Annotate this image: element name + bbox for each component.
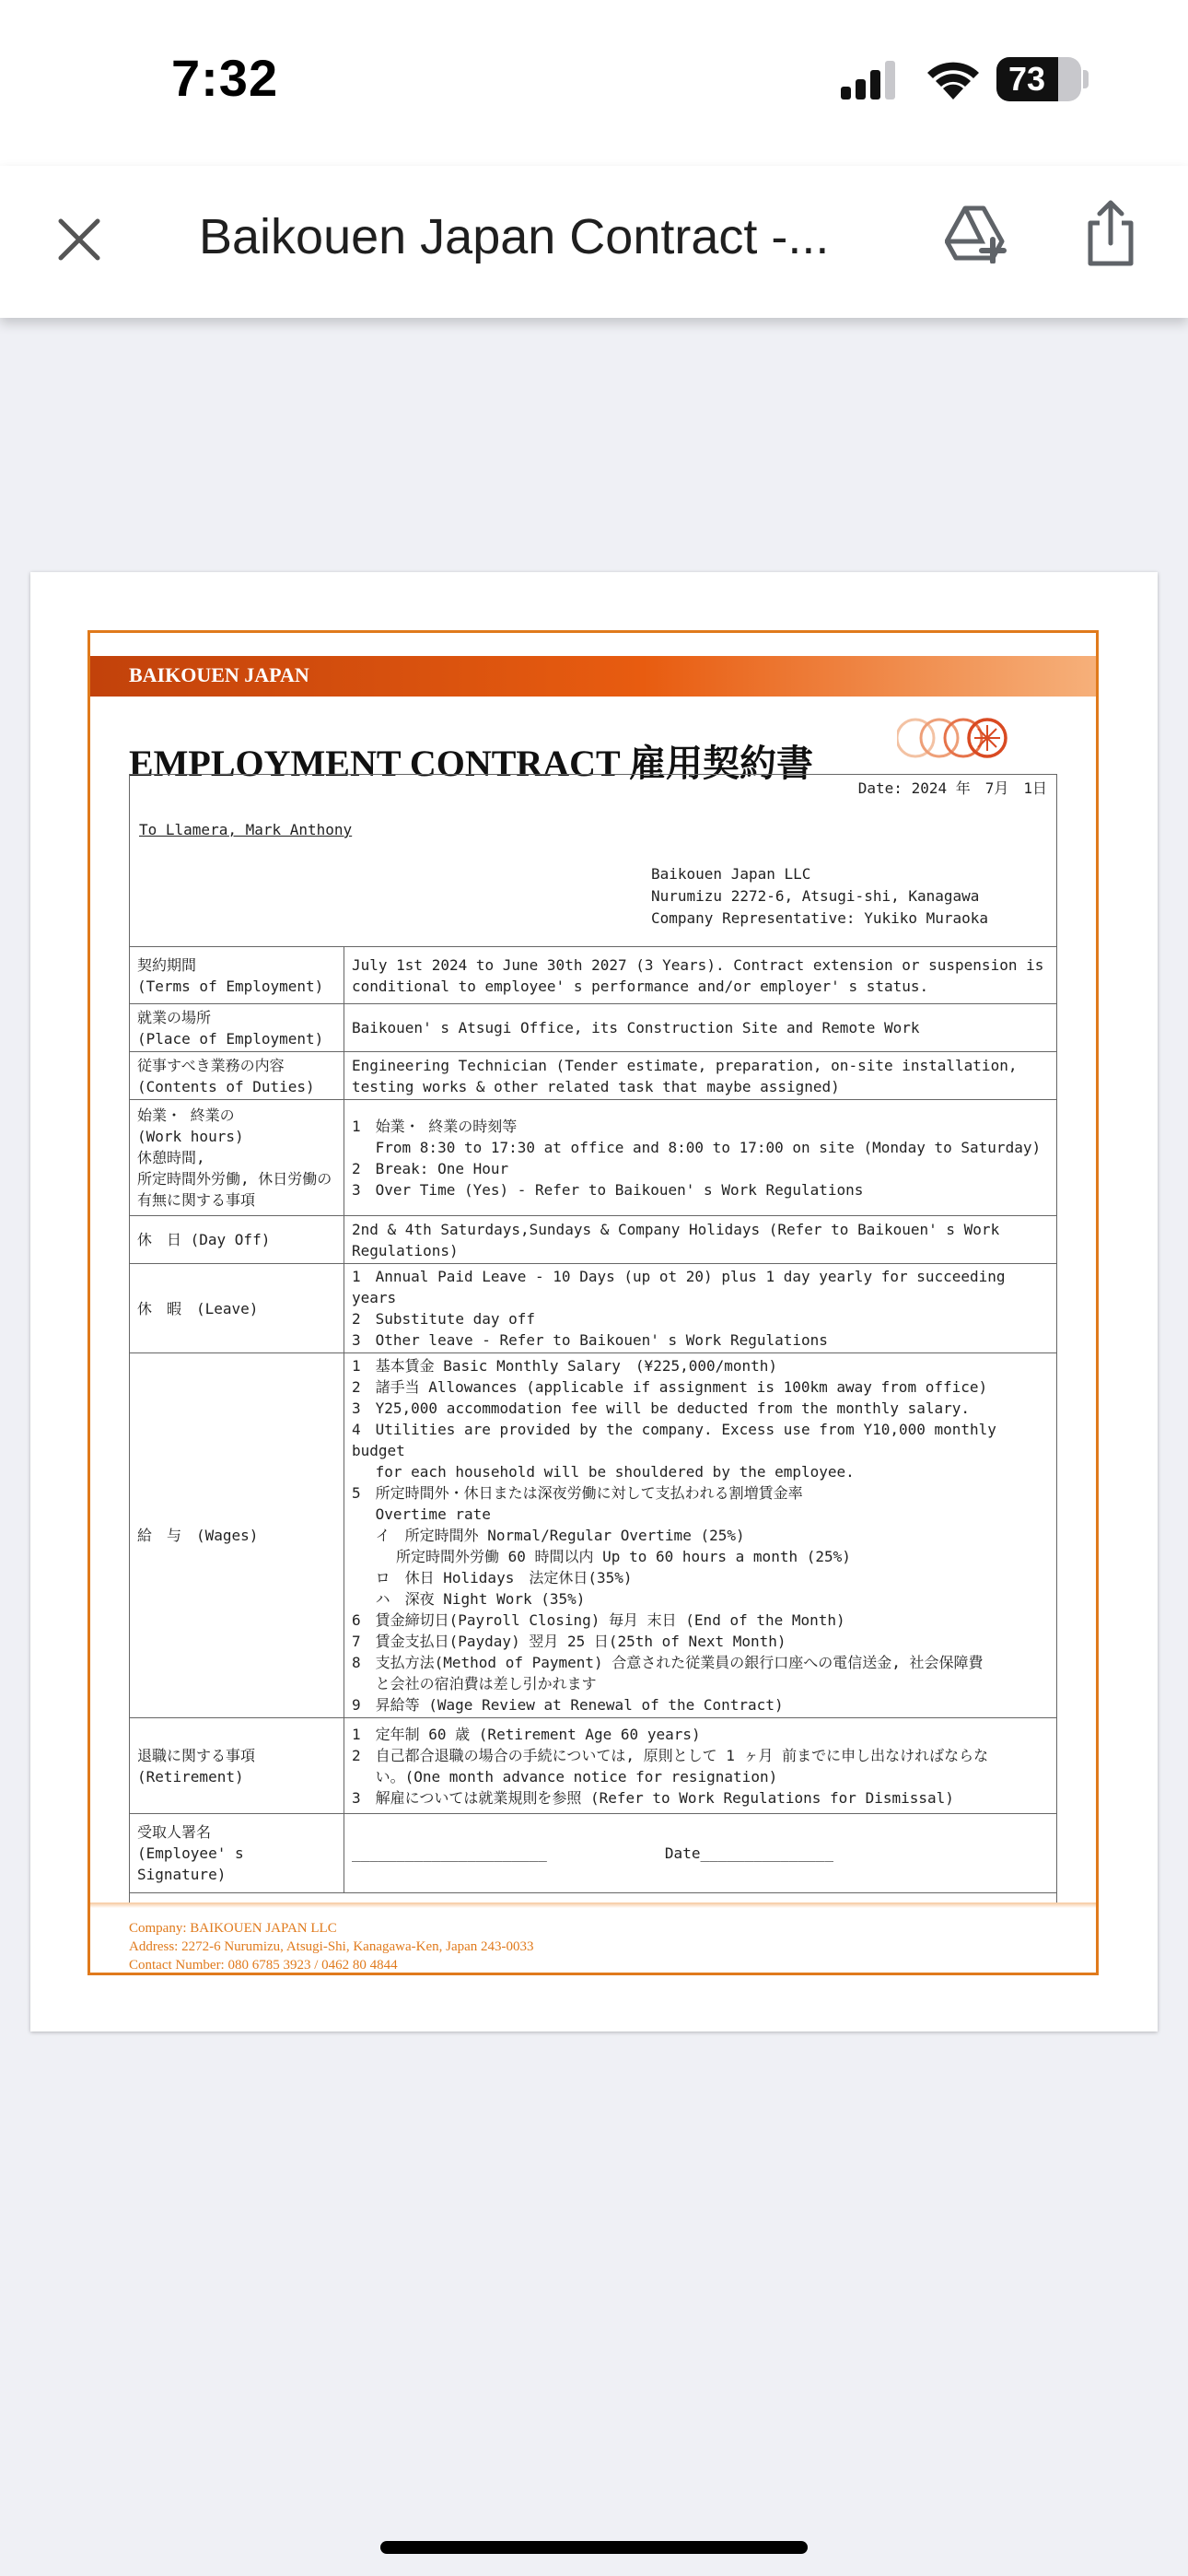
row-label-line: 受取人署名 [137, 1823, 212, 1841]
contract-body [129, 774, 1057, 1904]
company-footer [129, 1919, 534, 1974]
row-content-line: 2nd & 4th Saturdays,Sundays & Company Holidays (Refer to Baikouen' s Work Regulations) [352, 1220, 1000, 1259]
terms-row [130, 947, 1057, 1004]
row-label [130, 1004, 344, 1052]
row-content-line: 6 賃金締切日(Payroll Closing) 毎月 末日 (End of the Month) [352, 1611, 845, 1629]
close-icon[interactable] [53, 214, 105, 265]
status-bar [0, 0, 1188, 166]
terms-row [130, 1718, 1057, 1814]
row-content-line: ______________________ Date_______________ [352, 1844, 833, 1862]
row-content-line: 所定時間外労働 60 時間以内 Up to 60 hours a month (25%) [352, 1548, 851, 1565]
row-content [344, 1100, 1057, 1216]
row-content-line: ハ 深夜 Night Work (35%) [352, 1590, 586, 1608]
terms-row [130, 1216, 1057, 1264]
row-content [344, 1004, 1057, 1052]
company-line: Nurumizu 2272-6, Atsugi-shi, Kanagawa [651, 887, 980, 905]
footer-divider [90, 1903, 1096, 1908]
wifi-icon [925, 57, 982, 100]
battery-percentage: 73 [1007, 60, 1046, 98]
row-label-line: (Terms of Employment) [137, 977, 324, 995]
row-label-line: (Employee' s Signature) [137, 1844, 244, 1883]
row-content-line: イ 所定時間外 Normal/Regular Overtime (25%) [352, 1527, 745, 1544]
row-label [130, 1353, 344, 1718]
row-content-line: 2 Substitute day off [352, 1310, 536, 1328]
terms-row [130, 1814, 1057, 1893]
row-label [130, 1718, 344, 1814]
row-content-line: 1 Annual Paid Leave - 10 Days (up ot 20) plus 1 day yearly for succeeding years [352, 1268, 1006, 1306]
row-content-line: 3 解雇については就業規則を参照 (Refer to Work Regulations for Dismissal) [352, 1788, 954, 1807]
row-content-line: Baikouen' s Atsugi Office, its Construction Site and Remote Work [352, 1019, 920, 1036]
row-label [130, 1100, 344, 1216]
row-content-line: for each household will be shouldered by the employee. [352, 1463, 855, 1481]
row-content-line: 3 Other leave - Refer to Baikouen' s Work Regulations [352, 1331, 828, 1349]
add-to-drive-icon[interactable] [945, 205, 1009, 263]
contract-date: Date: 2024 年 7月 1日 [857, 779, 1047, 797]
contract-title: EMPLOYMENT CONTRACT 雇用契約書 [129, 743, 814, 784]
company-banner [90, 656, 1096, 697]
terms-row [130, 1100, 1057, 1216]
terms-row [130, 1353, 1057, 1718]
row-content-line: 5 所定時間外・休日または深夜労働に対して支払われる割増賃金率 [352, 1484, 803, 1502]
row-content-line: July 1st 2024 to June 30th 2027 (3 Years). Contract extension or suspension is conditional to employee' s performance and/or employer' s status. [352, 955, 1044, 995]
banner-text: BAIKOUEN JAPAN [129, 663, 309, 686]
row-label [130, 1264, 344, 1353]
terms-table [129, 946, 1057, 1893]
row-content-line: 1 基本賃金 Basic Monthly Salary (¥225,000/month) [352, 1357, 778, 1375]
row-content-line: 3 Over Time (Yes) - Refer to Baikouen' s Work Regulations [352, 1180, 864, 1199]
row-content-line: と会社の宿泊費は差し引かれます [352, 1675, 597, 1692]
row-label-line: 契約期間 [137, 955, 197, 974]
row-label-line: 休 暇 (Leave) [137, 1299, 259, 1317]
row-label-line: 始業・ 終業の [137, 1107, 235, 1124]
row-content-line: 4 Utilities are provided by the company. Excess use from Y10,000 monthly budget [352, 1421, 996, 1459]
row-content [344, 1814, 1057, 1893]
row-label-line: 給 与 (Wages) [137, 1527, 259, 1544]
row-label-line: (Retirement) [137, 1767, 244, 1786]
footer-line: Company: BAIKOUEN JAPAN LLC [129, 1921, 337, 1936]
row-content-line: 1 定年制 60 歳 (Retirement Age 60 years) [352, 1725, 701, 1743]
row-content [344, 1052, 1057, 1100]
row-content-line: Overtime rate [352, 1505, 491, 1523]
row-content-line: い。(One month advance notice for resignation) [352, 1767, 778, 1786]
employee-name: To Llamera, Mark Anthony [139, 821, 353, 838]
row-label-line: 休憩時間, [137, 1149, 205, 1166]
cellular-signal-icon [841, 61, 898, 100]
company-address [651, 863, 988, 930]
row-label [130, 1814, 344, 1893]
home-indicator[interactable] [380, 2541, 808, 2554]
battery-tip [1083, 70, 1089, 88]
row-content [344, 1264, 1057, 1353]
row-content [344, 1216, 1057, 1264]
row-label-line: 従事すべき業務の内容 [137, 1056, 285, 1074]
row-content-line: 2 Break: One Hour [352, 1159, 509, 1177]
company-line: Company Representative: Yukiko Muraoka [651, 909, 989, 927]
row-label-line: 休 日 (Day Off) [137, 1231, 271, 1248]
row-content [344, 1718, 1057, 1814]
row-content-line: Engineering Technician (Tender estimate, preparation, on-site installation, testing works & other related task that maybe assigned) [352, 1056, 1018, 1095]
row-label-line: 退職に関する事項 [137, 1746, 256, 1764]
row-content [344, 1353, 1057, 1718]
terms-row [130, 1052, 1057, 1100]
row-content-line: 2 自己都合退職の場合の手続については, 原則として 1 ヶ月 前までに申し出なければならな [352, 1746, 989, 1764]
footer-line: Contact Number: 080 6785 3923 / 0462 80 4844 [129, 1958, 398, 1973]
row-content-line: From 8:30 to 17:30 at office and 8:00 to 17:00 on site (Monday to Saturday) [352, 1138, 1042, 1156]
row-content-line: 2 諸手当 Allowances (applicable if assignment is 100km away from office) [352, 1378, 988, 1396]
battery-icon [996, 57, 1081, 101]
row-content [344, 947, 1057, 1004]
row-label-line: (Contents of Duties) [137, 1077, 315, 1095]
company-line: Baikouen Japan LLC [651, 865, 811, 883]
row-label [130, 1216, 344, 1264]
top-app-bar [0, 166, 1188, 318]
footer-line: Address: 2272-6 Nurumizu, Atsugi-Shi, Kanagawa-Ken, Japan 243-0033 [129, 1939, 534, 1954]
document-title: Baikouen Japan Contract -... [199, 209, 830, 264]
row-content-line: 3 Y25,000 accommodation fee will be deducted from the monthly salary. [352, 1399, 971, 1417]
row-content-line: 1 始業・ 終業の時刻等 [352, 1117, 518, 1135]
document-page[interactable] [30, 572, 1158, 2032]
row-label-line: (Work hours) [137, 1128, 244, 1145]
row-content-line: 9 昇給等 (Wage Review at Renewal of the Contract) [352, 1696, 784, 1714]
terms-row [130, 1004, 1057, 1052]
share-icon[interactable] [1083, 199, 1138, 267]
row-content-line: 7 賃金支払日(Payday) 翌月 25 日(25th of Next Month) [352, 1633, 786, 1650]
row-label-line: (Place of Employment) [137, 1029, 324, 1048]
row-label [130, 1052, 344, 1100]
row-label-line: 所定時間外労働, 休日労働の有無に関する事項 [137, 1170, 332, 1209]
row-label-line: 就業の場所 [137, 1008, 212, 1026]
document-frame [87, 630, 1099, 1975]
terms-row [130, 1264, 1057, 1353]
row-label [130, 947, 344, 1004]
status-time: 7:32 [171, 49, 279, 107]
row-content-line: ロ 休日 Holidays 法定休日(35%) [352, 1569, 633, 1587]
row-content-line: 8 支払方法(Method of Payment) 合意された従業員の銀行口座への電信送金, 社会保障費 [352, 1654, 984, 1671]
company-logo-icon [897, 714, 1015, 760]
